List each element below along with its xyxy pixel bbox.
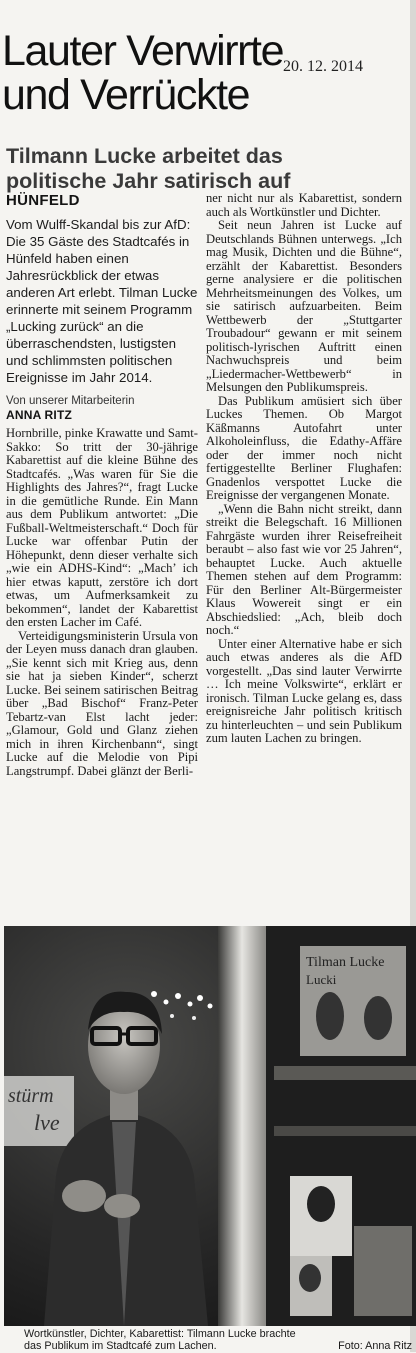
photo-credit: Foto: Anna Ritz [338, 1340, 412, 1352]
headline-line-2: und Verrückte [2, 70, 250, 119]
caption-line-2: das Publikum im Stadtcafé zum Lachen. [24, 1339, 217, 1352]
light-bulb [192, 1016, 196, 1020]
poster-figure [364, 996, 392, 1040]
light-bulb [151, 991, 157, 997]
light-bulb [175, 993, 181, 999]
body-paragraph: „Wenn die Bahn nicht streikt, dann streikt die Belegschaft. 16 Millionen Fahrgäste wurden ihrer Reisefreiheit beraubt – also fast wie vor 25 Jahren“, behauptet Lucke. Auch aktuelle Themen stehen auf dem Programm: Für den Berliner Alt-Bürgermeister Klaus Wowereit singt er ein Abschiedslied: „Ach, bleib doch noch.“ [206, 501, 402, 637]
article-photo [4, 926, 416, 1326]
body-paragraph: Verteidigungsministerin Ursula von der Leyen muss danach dran glauben. „Sie kennt sich mit Krieg aus, denn sie hat ja sieben Kinder“, scherzt Lucke. Bei seinem satirischen Beitrag über „Bad Bischof“ Franz-Peter Tebartz-van Elst lacht jeder: „Glamour, Gold und Glanz ziehen mich in ihren Kirchenbann“, singt Lucke auf die Melodie von Pipi Langstrumpf. Dabei glänzt der Berli- [6, 628, 198, 778]
light-pillar [218, 926, 266, 1326]
light-bulb [170, 1014, 174, 1018]
publication-date: 20. 12. 2014 [283, 58, 363, 75]
light-bulb [164, 1000, 169, 1005]
shelf [274, 1126, 416, 1136]
hands [62, 1180, 106, 1212]
poster-text-2: Lucki [306, 972, 337, 987]
body-paragraph: Das Publikum amüsiert sich über Luckes Themen. Ob Margot Käßmanns Autofahrt unter Alkoholeinfluss, die Edathy-Affäre oder der immer noch nicht fertiggestellte Berliner Flughafen: Gnadenlos verspottet Lucke die Ereignisse der vergangenen Monate. [206, 393, 402, 502]
shelf [274, 1066, 416, 1080]
body-paragraph: ner nicht nur als Kabarettist, sondern auch als Wortkünstler und Dichter. [206, 191, 402, 219]
article-subtitle [6, 144, 290, 194]
article-column-right [206, 192, 402, 746]
body-paragraph: Unter einer Alternative habe er sich auch etwas anderes als die AfD vorgestellt. „Das sind lauter Verwirrte … Ich meine Volkswirte“, erklärt er ironisch. Tilman Lucke gelang es, dass ereignisreiche Jahr politisch kritisch zu hinterleuchten – und sein Publikum zum lauten Lachen zu bringen. [206, 636, 402, 745]
hands [104, 1194, 140, 1218]
headline-line-1: Lauter Verwirrte [2, 26, 284, 75]
poster-figure [316, 992, 344, 1040]
light-bulb [197, 995, 203, 1001]
light-bulb [208, 1004, 213, 1009]
body-paragraph: Hornbrille, pinke Krawatte und Samt-Sakko: So tritt der 30-jährige Kabarettist auf die kleine Bühne des Stadtcafés. „Was waren für Sie die Highlights des Jahres?“, fragt Lucke in die gemütliche Runde. Ein Mann aus dem Publikum antwortet: „Die Fußball-Weltmeisterschaft.“ Doch für Lucke war offenbar Putin der Höhepunkt, denn dieser verhalte sich „wie ein ADHS-Kind“: „Mach’ ich hier etwas kaputt, zerstöre ich dort etwas, um Aufmerksamkeit zu bekommen“, landet der Kabarettist den ersten Lacher im Café. [6, 426, 198, 629]
caption-line-1: Wortkünstler, Dichter, Kabarettist: Tilmann Lucke brachte [24, 1328, 296, 1340]
poster-text-1: Tilman Lucke [306, 955, 385, 970]
banner-text-1: stürm [8, 1085, 54, 1107]
author-name: ANNA RITZ [6, 408, 73, 422]
portrait-face [307, 1186, 335, 1222]
byline-intro: Von unserer Mitarbeiterin [6, 395, 135, 407]
dateline: HÜNFELD [6, 192, 80, 209]
article-lead: Vom Wulff-Skandal bis zur AfD: Die 35 Gäste des Stadtcafés in Hünfeld haben einen Jahresrückblick der etwas anderen Art erlebt. Tilman Lucke erinnerte mit seinem Programm „Lucking zurück“ an die überraschendsten, lustigsten und schlimmsten politischen Ereignisse im Jahr 2014. [6, 217, 198, 385]
body-paragraph: Seit neun Jahren ist Lucke auf Deutschlands Bühnen unterwegs. „Ich mag Musik, Dichten und die Bühne“, erzählt der Kabarettist. Besonders gerne analysiere er die politischen Mehrheitsmeinungen des Volkes, um sie satirisch aufzuarbeiten. Beim Wettbewerb der „Stuttgarter Troubadour“ gewann er mit seinem politisch-lyrischen Auftritt einen Nachwuchspreis und beim „Liedermacher-Wettbewerb“ in Melsungen den Publikumspreis. [206, 218, 402, 394]
article-column-left [6, 192, 198, 778]
light-bulb [188, 1002, 193, 1007]
photo-illustration [4, 926, 416, 1326]
neck [110, 1090, 138, 1120]
photo-print [354, 1226, 412, 1316]
banner-text-2: lve [34, 1110, 60, 1135]
subtitle-line-2: politische Jahr satirisch auf [6, 168, 291, 193]
portrait-face [299, 1264, 321, 1292]
subtitle-line-1: Tilmann Lucke arbeitet das [6, 143, 283, 168]
